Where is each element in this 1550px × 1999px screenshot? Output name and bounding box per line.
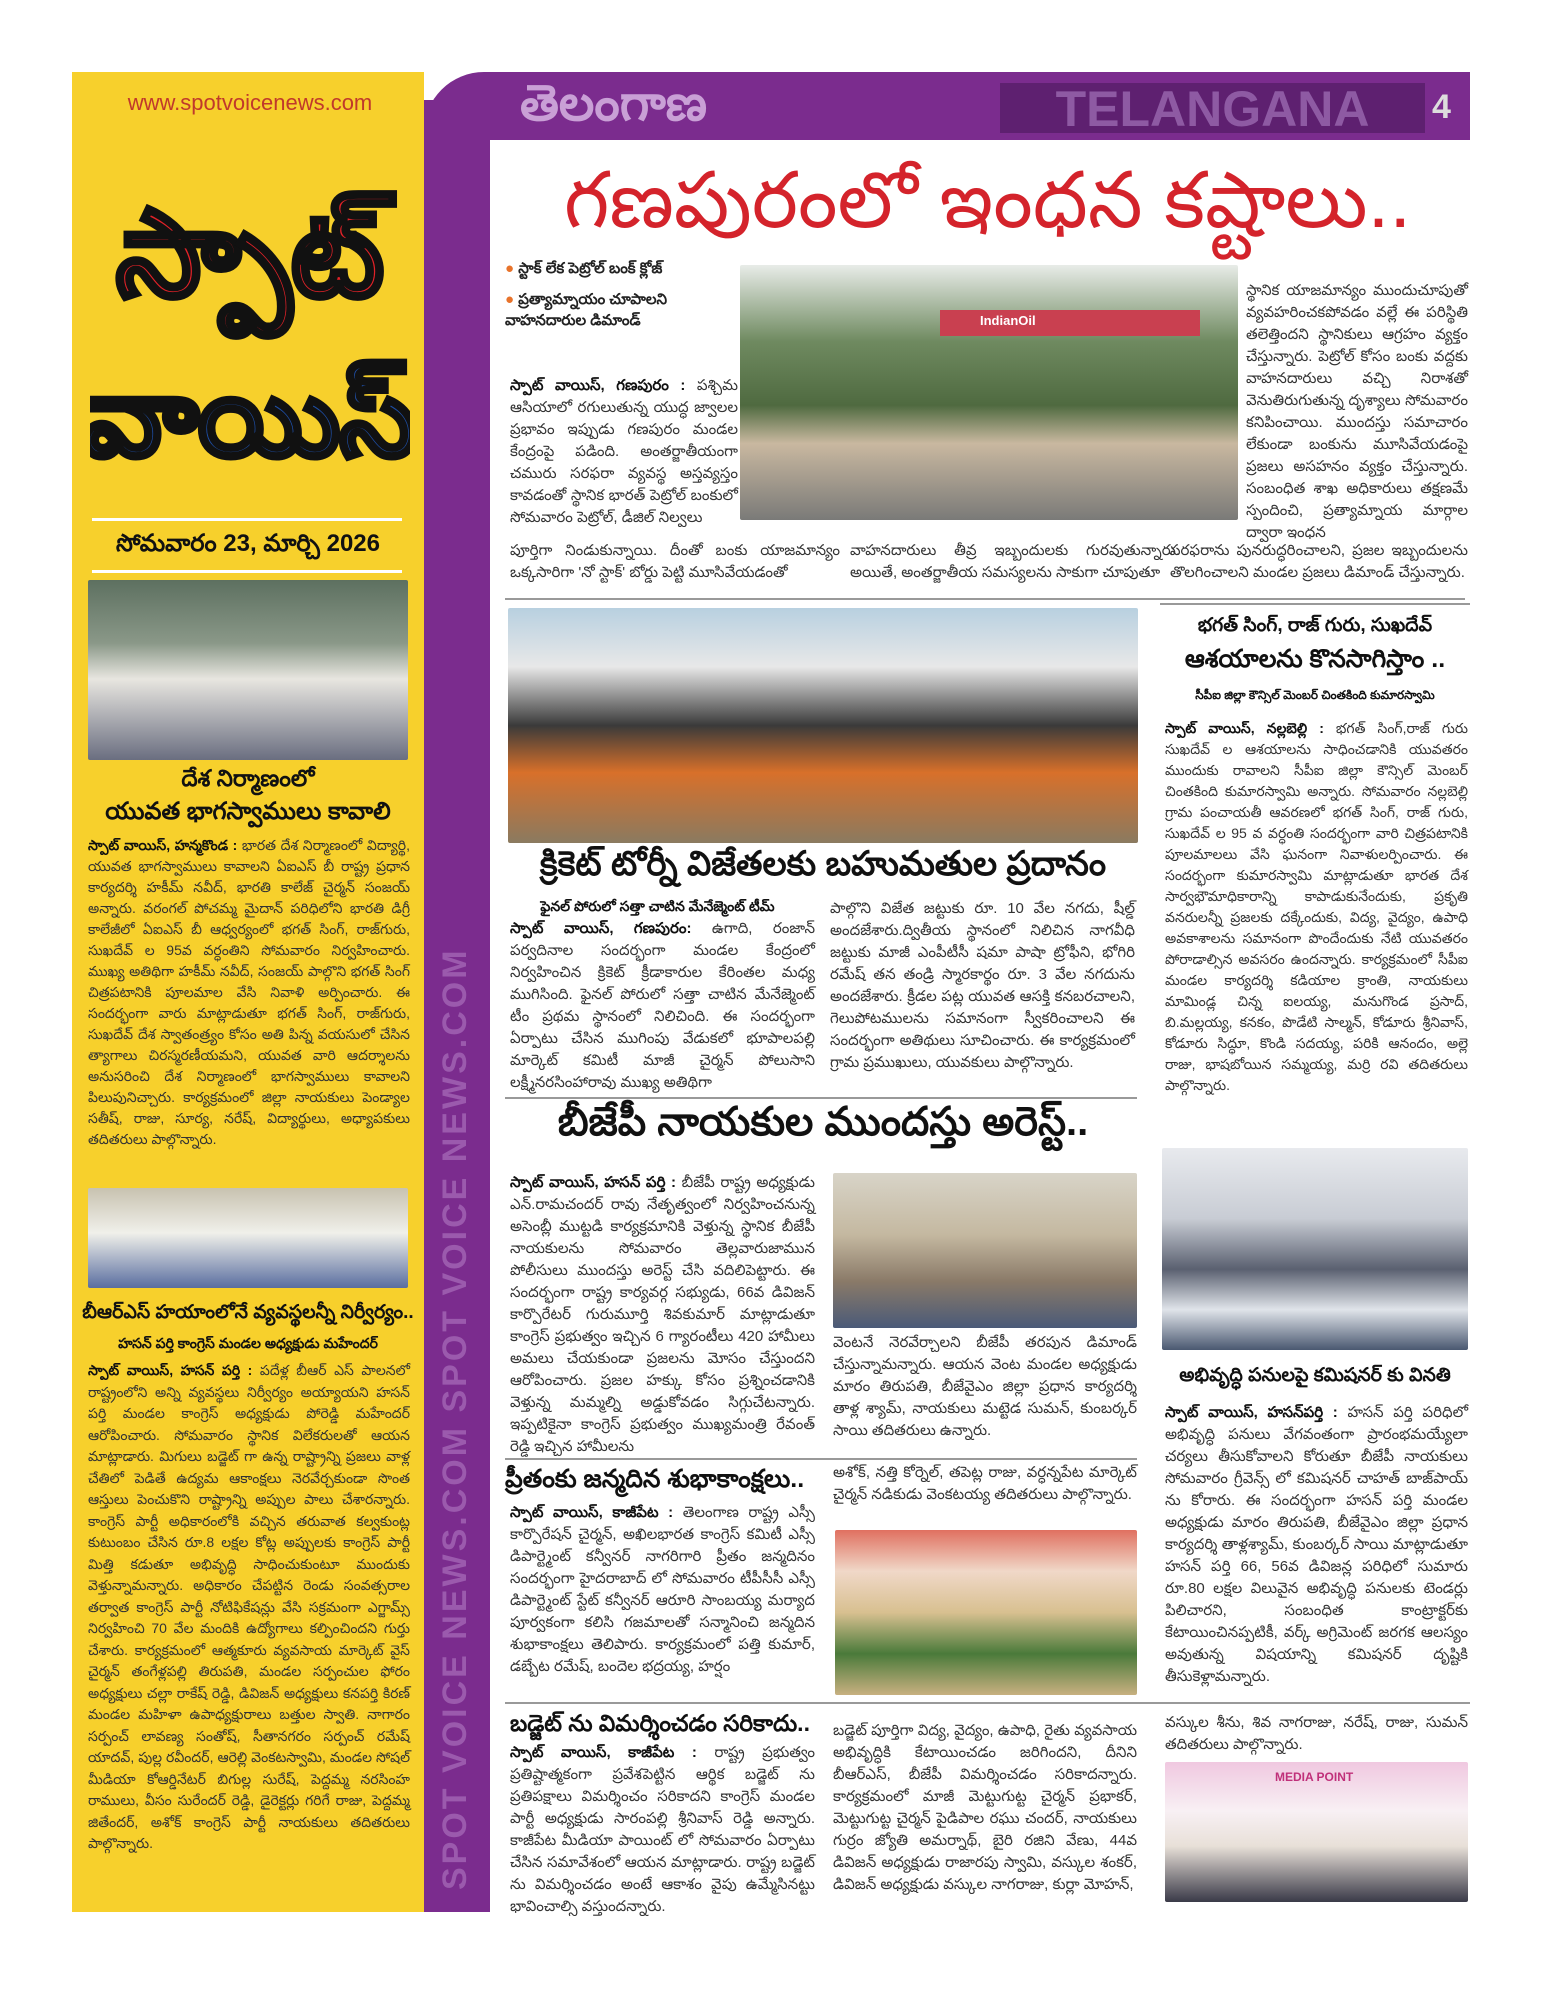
bhagat-subhead: సీపీఐ జిల్లా కౌన్సిల్ మెంబర్ చింతకింది కుమారస్వామి (1195, 688, 1435, 702)
divider (505, 1097, 1137, 1099)
article-text: భారత దేశ నిర్మాణంలో విద్యార్థి, యువత భాగస్వాములు కావాలని ఏఐఎస్ బీ రాష్ట్ర ప్రధాన కార్యదర్శి హకీమ్ నవీద్, భారతి కాలేజ్ చైర్మన్ సంజయ్ అన్నారు. వరంగల్ పోచమ్మ మైదాన్ పరిధిలోని భారతి డిగ్రీ కాలేజీలో ఏఐఎస్ బీ ఆధ్వర్యంలో భగత్ సింగ్, రాజ్‌గురు, సుఖదేవ్ ల 95వ వర్ధంతిని సోమవారం నిర్వహించారు. ముఖ్య అతిథిగా హకీమ్ నవీద్, సంజయ్ పాల్గొని భగత్ సింగ్ చిత్రపటానికి పూలమాల వేసి నివాళి అర్పించారు. ఈ సందర్భంగా వారు మాట్లాడుతూ భగత్ సింగ్, రాజ్‌గురు, సుఖదేవ్ దేశ స్వాతంత్ర్యం కోసం అతి పిన్న వయసులో చేసిన త్యాగాలు చిరస్మరణీయమని, యువత వారి ఆదర్శాలను అనుసరించి దేశ నిర్మాణంలో భాగస్వాములు కావాలని పిలుపునిచ్చారు. కార్యక్రమంలో జిల్లా నాయకులు పెండ్యాల సతీష్, రాజు, సూర్య, నరేష్, విద్యార్థులు, అధ్యాపకులు తదితరులు పాల్గొన్నారు. (88, 837, 410, 1147)
logo-rule (92, 518, 402, 521)
bhagat-headline-1: భగత్ సింగ్, రాజ్ గురు, సుఖదేవ్ (1197, 615, 1433, 636)
brs-article-body (88, 1360, 410, 1855)
side-strip-text: SPOT VOICE NEWS.COM SPOT VOICE NEWS.COM (436, 947, 474, 1890)
page-number: 4 (1432, 88, 1451, 126)
cricket-body-right: పాల్గొని విజేత జట్టుకు రూ. 10 వేల నగదు, షీల్డ్ అందజేశారు.ద్వితీయ స్థానంలో నిలిచిన నాగవీధి జట్టుకు మాజీ ఎంపీటీసీ షమా పాషా ట్రోఫీని, భోగిరి రమేష్ తన తండ్రి స్మారకార్థం రూ. 3 వేల నగదును అందజేశారు. క్రీడల పట్ల యువత ఆసక్తి కనబరచాలని, గెలుపోటములను సమానంగా స్వీకరించాలని ఈ సందర్భంగా అతిథులు సూచించారు. ఈ కార్యక్రమంలో గ్రామ ప్రముఖులు, యువకులు పాల్గొన్నారు. (830, 900, 1135, 1071)
lead-headline: గణపురంలో ఇంధన కష్టాలు.. (563, 156, 1412, 244)
brs-headline: బీఆర్ఎస్ హయాంలోనే వ్యవస్థలన్నీ నిర్వీర్యం.. (82, 1302, 414, 1323)
svg-text:స్పాట్: స్పాట్ (116, 187, 384, 321)
logo (90, 125, 410, 505)
photo-commissioner-grievance (1162, 1148, 1468, 1350)
lead-bullets (505, 260, 735, 333)
section-title-telugu: తెలంగాణ (520, 75, 708, 131)
issue-date: సోమవారం 23, మార్చి 2026 (116, 530, 380, 557)
bjp-body-left: స్పాట్ వాయిస్, హసన్ పర్తి : బీజేపీ రాష్ట్ర అధ్యక్షుడు ఎన్.రామచందర్ రావు నేతృత్వంలో నిర్వహించనున్న అసెంబ్లీ ముట్టడి కార్యక్రమానికి వెళ్తున్న స్థానిక బీజేపీ నాయకులను సోమవారం తెల్లవారుజామున పోలీసులు ముందస్తు అరెస్ట్ చేసి వదిలిపెట్టారు. ఈ సందర్భంగా రాష్ట్ర కార్యవర్గ సభ్యుడు, 66వ డివిజన్ కార్పొరేటర్ గురుమూర్తి శివకుమార్ మాట్లాడుతూ కాంగ్రెస్ ప్రభుత్వం ఇచ్చిన 6 గ్యారంటీలు 420 హామీలు అమలు చేయకుండా ప్రజలను మోసం చేస్తుందని ఆరోపించారు. ప్రజల హక్కు కోసం ప్రశ్నించడానికి వెళ్తున్న మమ్మల్ని అడ్డుకోవడం సిగ్గుచేటన్నారు. ఇప్పటికైనా కాంగ్రెస్ ప్రభుత్వం ముఖ్యమంత్రి రేవంత్ రెడ్డి ఇచ్చిన హామీలను (510, 1174, 815, 1455)
budget-body-left: స్పాట్ వాయిస్, కాజీపేట : రాష్ట్ర ప్రభుత్వం ప్రతిష్టాత్మకంగా ప్రవేశపెట్టిన ఆర్థిక బడ్జెట్ ను ప్రతిపక్షాలు విమర్శించం సరికాదని కాంగ్రెస్ మండల పార్టీ అధ్యక్షుడు సారంపల్లి శ్రీనివాస్ రెడ్డి అన్నారు. కాజీపేట మీడియా పాయింట్ లో సోమవారం ఏర్పాటు చేసిన సమావేశంలో ఆయన మాట్లాడారు. రాష్ట్ర బడ్జెట్ ను విమర్శించడం అంటే ఆకాశం వైపు ఉమ్మేసినట్టు భావించాల్సి వస్తుందన్నారు. (510, 1744, 816, 1915)
lead-body-right: స్థానిక యాజమాన్యం ముందుచూపుతో వ్యవహరించకపోవడం వల్లే ఈ పరిస్థితి తలెత్తిందని స్థానికులు ఆగ్రహం వ్యక్తం చేస్తున్నారు. పెట్రోల్ కోసం బంకు వద్దకు వాహనదారులు వచ్చి నిరాశతో వెనుతిరుగుతున్న దృశ్యాలు సోమవారం కనిపించాయి. ముందస్తు సమాచారం లేకుండా బంకును మూసివేయడంపై ప్రజలు అసహనం వ్యక్తం చేస్తున్నారు. సంబంధిత శాఖ అధికారులు తక్షణమే స్పందించి, ప్రత్యామ్నాయ మార్గాల ద్వారా ఇంధన (1246, 282, 1468, 541)
photo-birthday-felicitation (835, 1530, 1137, 1695)
photo-bjp-leaders-police (833, 1173, 1137, 1328)
divider (505, 598, 1465, 600)
commissioner-body: స్పాట్ వాయిస్, హసన్‌పర్తి : హసన్ పర్తి పరిధిలో అభివృద్ధి పనులు వేగవంతంగా ప్రారంభమయ్యేలా చర్యలు తీసుకోవాలని కోరుతూ బీజేపీ నాయకులు సోమవారం గ్రీవెన్స్ లో కమిషనర్ చాహత్ బాజ్‌పాయ్ ను కోరారు. ఈ సందర్భంగా హసన్ పర్తి మండల అధ్యక్షుడు మారం తిరుపతి, బీజేవైఎం జిల్లా ప్రధాన కార్యదర్శి తాళ్లశ్యామ్, కుంబర్కర్ సాయి మాట్లాడుతూ హసన్ పర్తి 66, 56వ డివిజన్ల పరిధిలో సుమారు రూ.80 లక్షల విలువైన అభివృద్ధి పనులకు టెండర్లు పిలిచారని, సంబంధిత కాంట్రాక్టర్‌కు కేటాయించినప్పటికీ, వర్క్ అగ్రిమెంట్ జరగక ఆలస్యం అవుతున్న విషయాన్ని కమిషనర్ దృష్టికి తీసుకెళ్లామన్నారు. (1165, 1404, 1469, 1685)
lead-body-bottom-1: పూర్తిగా నిండుకున్నాయి. దీంతో బంకు యాజమాన్యం ఒక్కసారిగా 'నో స్టాక్' బోర్డు పెట్టి మూసివేయడంతో (510, 542, 840, 581)
photo-cricket-winners (508, 608, 1138, 843)
birthday-body-left: స్పాట్ వాయిస్, కాజీపేట : తెలంగాణ రాష్ట్ర ఎస్సీ కార్పొరేషన్ చైర్మన్, అఖిలభారత కాంగ్రెస్ కమిటీ ఎస్సీ డిపార్ట్మెంట్ కన్వీనర్ నాగరిగారి ప్రీతం జన్మదినం సందర్భంగా హైదరాబాద్ లో సోమవారం టీపీసీసీ ఎస్సీ డిపార్ట్మెంట్ స్టేట్ కన్వీనర్ ఆరూరి సాంబయ్య మర్యాద పూర్వకంగా కలిసి గజమాలతో సన్మానించి జన్మదిన శుభాకాంక్షలు తెలిపారు. కార్యక్రమంలో పత్తి కుమార్, డబ్బేట రమేష్, బందెల భద్రయ్య, హర్షం (510, 1504, 815, 1675)
dateline: స్పాట్ వాయిస్, హసన్ పర్తి : (88, 1362, 253, 1378)
birthday-body-right: అశోక్, నత్తి కోర్నెల్, తపెట్ల రాజు, వర్ధన్నపేట మార్కెట్ చైర్మన్ నడికుడు వెంకటయ్య తదితరులు పాల్గొన్నారు. (833, 1464, 1137, 1503)
birthday-headline: ప్రీతంకు జన్మదిన శుభాకాంక్షలు.. (505, 1465, 805, 1493)
article-text: పదేళ్ల బీఆర్ ఎస్ పాలనలో రాష్ట్రంలోని అన్ని వ్యవస్థలు నిర్వీర్యం అయ్యాయని హసన్ పర్తి మండల కాంగ్రెస్ అధ్యక్షుడు పోరెడ్డి మహేందర్ ఆరోపించారు. సోమవారం స్థానిక విలేకరులతో ఆయన మాట్లాడారు. మిగులు బడ్జెట్ గా ఉన్న రాష్ట్రాన్ని ప్రజలు వాళ్ల చేతిలో పెడితే ఉద్యమ ఆకాంక్షలు నెరవేర్చకుండా సొంత ఆస్తులు పెంచుకొని రాష్ట్రాన్ని అప్పుల పాలు చేశారన్నారు. కాంగ్రెస్ పార్టీ అధికారంలోకి వచ్చిన తరువాత కల్వకుంట్ల కుటుంబం చేసిన రూ.8 లక్షల కోట్ల అప్పులకు కాంగ్రెస్ పార్టీ మిత్తి కడుతూ అభివృద్ధి సాధించుకుంటూ ముందుకు వెళ్తున్నామన్నారు. అధికారం చేపట్టిన రెండు సంవత్సరాల తర్వాత కాంగ్రెస్ పార్టీ నోటిఫికేషన్లు వేసి సక్రమంగా ఎగ్జామ్స్ నిర్వహించి 70 వేల మందికి ఉద్యోగాలు కల్పించిందని గుర్తు చేశారు. కార్యక్రమంలో ఆత్మకూరు వ్యవసాయ మార్కెట్ వైస్ చైర్మన్ తంగేళ్లపల్లి తిరుపతి, మండల సర్పంచుల ఫోరం అధ్యక్షులు చల్లా రాకేష్ రెడ్డి, డివిజన్ అధ్యక్షులు కనపర్తి కిరణ్ మండల మహిళా ఉపాధ్యక్షురాలు బత్తుల స్వాతి. నాగారం సర్పంచ్ లావణ్య సంతోష్, సీతానగరం సర్పంచ్ రమేష్ యాదవ్, పుల్ల రవీందర్, ఆరెల్లి వెంకటస్వామి, మండల సోషల్ మీడియా కోఆర్డినేటర్ బిగుల్ల సురేష్, పెద్దమ్మ నరసింహ రాములు, వీసం సురేందర్ రెడ్డి, డైరెక్టర్లు గరిగే రాజు, పెద్దమ్మ జితేందర్, అశోక్ కాంగ్రెస్ పార్టీ నాయకులు తదితరులు పాల్గొన్నారు. (88, 1362, 411, 1851)
dateline: స్పాట్ వాయిస్, హన్మకొండ : (88, 837, 238, 853)
photo-bhagat-tribute-college (88, 580, 408, 760)
budget-body-right: బడ్జెట్ పూర్తిగా విద్య, వైద్యం, ఉపాధి, రైతు వ్యవసాయ అభివృద్ధికి కేటాయించడం జరిగిందని, దీనిని బీఆర్ఎస్, బీజేపీ విమర్శించడం సరికాదన్నారు. కార్యక్రమంలో మాజీ మెట్టుగుట్ట చైర్మన్ ప్రభాకర్, మెట్టుగుట్ట చైర్మన్ పైడిపాల రఘు చందర్, నాయకులు గుర్రం జ్యోతి అమర్నాథ్, బైరి రజిని వేణు, 44వ డివిజన్ అధ్యక్షుడు రాజారపు స్వామి, వస్కుల శంకర్, డివిజన్ అధ్యక్షుడు వస్కుల నాగరాజు, కుర్లా మోహన్, (833, 1722, 1137, 1893)
lead-body-bottom-2: వాహనదారులు తీవ్ర ఇబ్బందులకు గురవుతున్నారు. అయితే, అంతర్జాతీయ సమస్యలను సాకుగా చూపుతూ (850, 542, 1180, 581)
bjp-body-right: వెంటనే నెరవేర్చాలని బీజేపీ తరపున డిమాండ్ చేస్తున్నామన్నారు. ఆయన వెంట మండల అధ్యక్షుడు మారం తిరుపతి, బీజేవైఎం జిల్లా ప్రధాన కార్యదర్శి తాళ్ల శ్యామ్, నాయకులు మట్టెడ సుమన్, కుంబర్కర్ సాయి తదితరులు ఉన్నారు. (833, 1334, 1137, 1439)
photo-congress-meeting (88, 1188, 408, 1288)
bullet-item: ● స్టాక్ లేక పెట్రోల్ బంక్ క్లోజ్ (505, 260, 663, 277)
divider (505, 1458, 1137, 1460)
cricket-subhead: ఫైనల్ పోరులో సత్తా చాటిన మేనేజ్మెంట్ టీమ్ (540, 898, 775, 914)
website-url[interactable]: www.spotvoicenews.com (127, 90, 373, 115)
bjp-headline: బీజేపీ నాయకుల ముందస్తు అరెస్ట్.. (557, 1100, 1089, 1144)
divider (1160, 1702, 1470, 1704)
petrol-canopy (940, 310, 1200, 336)
date-rule (92, 570, 402, 573)
budget-body-far: వస్కుల శీను, శివ నాగరాజు, నరేష్, రాజు, సుమన్ తదితరులు పాల్గొన్నారు. (1165, 1714, 1468, 1753)
svg-text:వాయిస్: వాయిస్ (90, 356, 410, 479)
media-point-banner: MEDIA POINT (1275, 1770, 1354, 1784)
youth-article-body (88, 835, 410, 1150)
canopy-sign: IndianOil (980, 313, 1036, 328)
photo-petrol-bunk (740, 265, 1238, 520)
lead-body-left: స్పాట్ వాయిస్, గణపురం : పశ్చిమ ఆసియాలో రగులుతున్న యుద్ధ జ్వాలల ప్రభావం ఇప్పుడు గణపురం మండల కేంద్రంపై పడింది. అంతర్జాతీయంగా చమురు సరఫరా వ్యవస్థ అస్తవ్యస్తం కావడంతో స్థానిక భారత్ పెట్రోల్ బంకులో సోమవారం పెట్రోల్, డీజిల్ నిల్వలు (510, 377, 739, 526)
budget-headline: బడ్జెట్ ను విమర్శించడం సరికాదు.. (510, 1710, 810, 1736)
commissioner-headline: అభివృద్ధి పనులపై కమిషనర్ కు వినతి (1179, 1365, 1451, 1386)
photo-media-point (1165, 1762, 1468, 1902)
lead-body-right-bottom: సరఫరాను పునరుద్ధరించాలని, ప్రజల ఇబ్బందులను తొలగించాలని మండల ప్రజలు డిమాండ్ చేస్తున్నారు. (1170, 542, 1468, 581)
bhagat-headline-2: ఆశయాలను కొనసాగిస్తాం .. (1184, 645, 1446, 673)
cricket-headline: క్రికెట్ టోర్నీ విజేతలకు బహుమతుల ప్రదానం (539, 845, 1107, 883)
spot-voice-logo-icon (90, 125, 410, 505)
bullet-item: ● ప్రత్యామ్నాయం చూపాలని వాహనదారుల డిమాండ్ (505, 291, 667, 329)
youth-headline-1: దేశ నిర్మాణంలో (181, 765, 315, 791)
youth-headline-2: యువత భాగస్వాములు కావాలి (105, 798, 391, 825)
bhagat-body: స్పాట్ వాయిస్, నల్లబెల్లి : భగత్ సింగ్,రాజ్ గురు సుఖదేవ్ ల ఆశయాలను సాధించడానికి యువతరం ముందుకు రావాలని సీపీఐ జిల్లా కౌన్సిల్ మెంబర్ చింతకింది కుమారస్వామి అన్నారు. సోమవారం నల్లబెల్లి గ్రామ పంచాయతీ ఆవరణలో భగత్ సింగ్, రాజ్ గురు, సుఖదేవ్ ల 95 వ వర్ధంతి సందర్భంగా వారి చిత్రపటానికి పూలమాలలు వేసి ఘనంగా నివాళులర్పించారు. ఈ సందర్భంగా కుమారస్వామి మాట్లాడుతూ భారత దేశ సార్వభౌమాధికారాన్ని కాపాడుకునేందుకు, ప్రకృతి వనరులన్నీ ప్రజలకు దక్కేందుకు, విద్య, వైద్యం, ఉపాధి అవకాశాలను సమానంగా పొందేందుకు నేటి యువతరం పోరాడాల్సిన అవసరం ఉందన్నారు. కార్యక్రమంలో సీపీఐ మండల కార్యదర్శి కడియాల క్రాంతి, నాయకులు మామిండ్ల చిన్న ఐలయ్య, మనుగొండ ప్రసాద్, బి.మల్లయ్య, కనకం, పొడేటి సాల్మన్, కోడూరు శ్రీనివాస్, కోడూరు సిద్ధూ, కొండి సదయ్య, పరికి ఆనందం, అల్లె రాజు, భాషబోయిన సమ్మయ్య, మర్రి రవి తదితరులు పాల్గొన్నారు. (1165, 720, 1468, 1093)
brs-subhead: హసన్ పర్తి కాంగ్రెస్ మండల అధ్యక్షుడు మహేందర్ (118, 1335, 378, 1351)
divider (1160, 603, 1470, 605)
cricket-body-left: స్పాట్ వాయిస్, గణపురం: ఉగాది, రంజాన్ పర్వదినాల సందర్భంగా మండల కేంద్రంలో నిర్వహించిన క్రికెట్ క్రీడాకారుల కేరింతల మధ్య ముగిసింది. ఫైనల్ పోరులో సత్తా చాటిన మేనేజ్మెంట్ టీం ప్రథమ స్థానంలో నిలిచింది. ఈ సందర్భంగా ఏర్పాటు చేసిన ముగింపు వేడుకలో భూపాలపల్లి మార్కెట్ కమిటీ మాజీ చైర్మన్ పోలుసాని లక్ష్మీనరసింహారావు ముఖ్య అతిథిగా (510, 920, 816, 1091)
section-title-english: TELANGANA (1055, 81, 1370, 137)
